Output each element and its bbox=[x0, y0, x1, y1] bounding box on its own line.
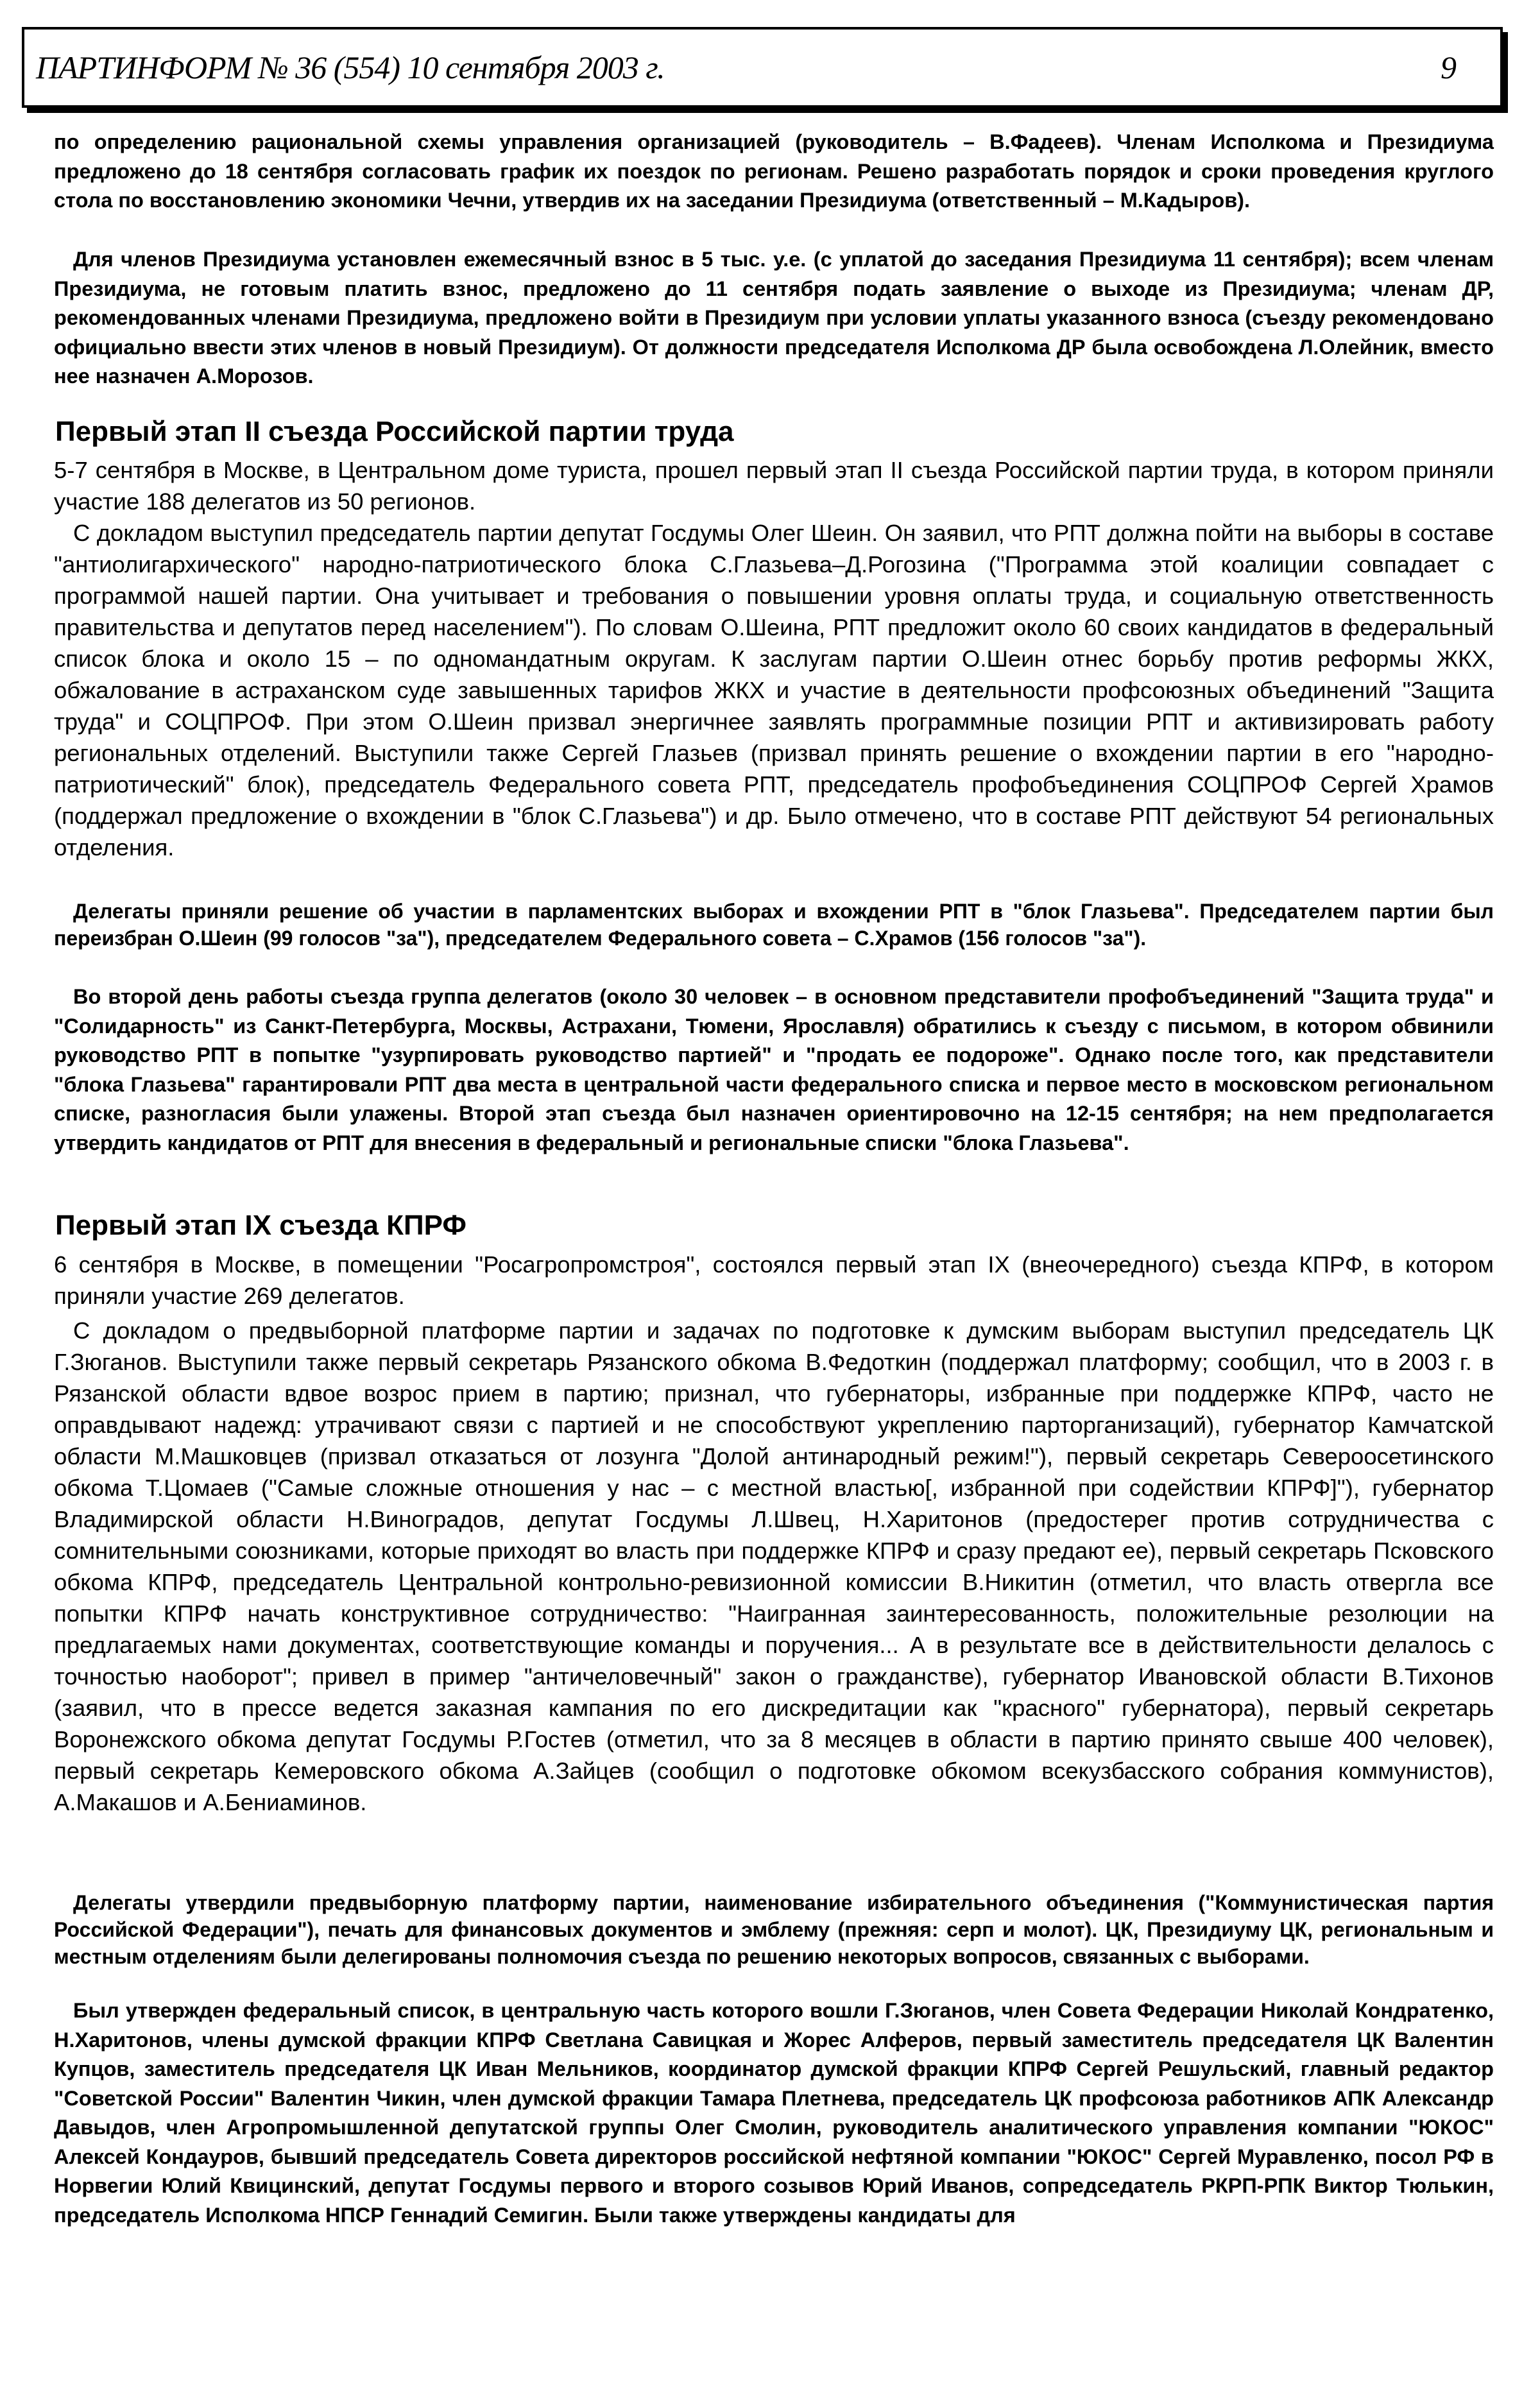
article-heading-rpt: Первый этап II съезда Российской партии труда bbox=[55, 416, 734, 447]
page-header bbox=[22, 27, 1503, 108]
article-heading-kprf: Первый этап IX съезда КПРФ bbox=[55, 1210, 466, 1241]
article-paragraph: С докладом о предвыборной платформе партии и задачах по подготовке к думским выборам выступил председатель ЦК Г.Зюганов. Выступили также первый секретарь Рязанского обкома В.Федоткин (поддержал платформу; сообщил, что в 2003 г. в Рязанской области вдвое возрос прием в партию; признал, что губернаторы, избранные при поддержке КПРФ, часто не оправдывают надежд: утрачивают связи с партией и не способствуют укреплению парторганизаций), губернатор Камчатской области М.Машковцев (призвал отказаться от лозунга "Долой антинародный режим!"), первый секретарь Североосетинского обкома Т.Цомаев ("Самые сложные отношения у нас – с местной властью[, избранной при содействии КПРФ]"), губернатор Владимирской области Н.Виноградов, депутат Госдумы Л.Швец, Н.Харитонов (предостерег против сотрудничества с сомнительными союзниками, которые приходят во власть при поддержке КПРФ и сразу предают ее), первый секретарь Псковского обкома КПРФ, председатель Центральной контрольно-ревизионной комиссии В.Никитин (отметил, что власть отвергла все попытки КПРФ начать конструктивное сотрудничество: "Наигранная заинтересованность, положительные резолюции на предлагаемых нами документах, соответствующие команды и поручения... А в результате все в действительности делалось с точностью наоборот"; привел в пример "античеловечный" закон о гражданстве), губернатор Ивановской области В.Тихонов (заявил, что в прессе ведется заказная кампания по его дискредитации как "красного" губернатора), первый секретарь Воронежского обкома депутат Госдумы Р.Гостев (отметил, что за 8 месяцев в области в партию принято свыше 400 человек), первый секретарь Кемеровского обкома А.Зайцев (сообщил о подготовке обкомом всекузбасского собрания коммунистов), А.Макашов и А.Бениаминов. bbox=[54, 1317, 1494, 1815]
publication-title: ПАРТИНФОРМ № 36 (554) 10 сентября 2003 г. bbox=[36, 49, 665, 85]
article-paragraph-bold: Был утвержден федеральный список, в центральную часть которого вошли Г.Зюганов, член Совета Федерации Николай Кондратенко, Н.Харитонов, члены думской фракции КПРФ Светлана Савицкая и Жорес Алферов, первый заместитель председателя ЦК Валентин Купцов, заместитель председателя ЦК Иван Мельников, координатор думской фракции КПРФ Сергей Решульский, главный редактор "Советской России" Валентин Чикин, член думской фракции Тамара Плетнева, председатель ЦК профсоюза работников АПК Александр Давыдов, член Агропромышленной депутатской группы Олег Смолин, руководитель аналитического управления компании "ЮКОС" Алексей Кондауров, бывший председатель Совета директоров российской нефтяной компании "ЮКОС" Сергей Муравленко, посол РФ в Норвегии Юлий Квицинский, депутат Госдумы первого и второго созывов Юрий Иванов, сопредседатель РКРП-РПК Виктор Тюлькин, председатель Исполкома НПСР Геннадий Семигин. Были также утверждены кандидаты для bbox=[54, 1999, 1494, 2227]
article-paragraph: 5-7 сентября в Москве, в Центральном доме туриста, прошел первый этап II съезда Российской партии труда, в котором приняли участие 188 делегатов из 50 регионов. bbox=[54, 457, 1494, 515]
article-paragraph-bold: Делегаты утвердили предвыборную платформу партии, наименование избирательного объединения ("Коммунистическая партия Российской Федерации"), печать для финансовых документов и эмблему (прежняя: серп и молот). ЦК, Президиуму ЦК, региональным и местным отделениям были делегированы полномочия съезда по решению некоторых вопросов, связанных с выборами. bbox=[54, 1891, 1494, 1968]
article-paragraph-bold: Во второй день работы съезда группа делегатов (около 30 человек – в основном представители профобъединений "Защита труда" и "Солидарность" из Санкт-Петербурга, Москвы, Астрахани, Тюмени, Ярославля) обратились к съезду с письмом, в котором обвинили руководство РПТ в попытке "узурпировать руководство партией" и "продать ее подороже". Однако после того, как представители "блока Глазьева" гарантировали РПТ два места в центральной части федерального списка и первое место в московском региональном списке, разногласия были улажены. Второй этап съезда был назначен ориентировочно на 12-15 сентября; на нем предполагается утвердить кандидатов от РПТ для внесения в федеральный и региональные списки "блока Глазьева". bbox=[54, 985, 1494, 1154]
page-number: 9 bbox=[1441, 49, 1457, 85]
article-paragraph: 6 сентября в Москве, в помещении "Росагропромстроя", состоялся первый этап IX (внеочередного) съезда КПРФ, в котором приняли участие 269 делегатов. bbox=[54, 1251, 1494, 1309]
intro-paragraph-1: по определению рациональной схемы управления организацией (руководитель – В.Фадеев). Членам Исполкома и Президиума предложено до 18 сентября согласовать график их поездок по регионам. Решено разработать порядок и сроки проведения круглого стола по восстановлению экономики Чечни, утвердив их на заседании Президиума (ответственный – М.Кадыров). bbox=[54, 130, 1494, 212]
article-paragraph: С докладом выступил председатель партии депутат Госдумы Олег Шеин. Он заявил, что РПТ должна пойти на выборы в составе "антиолигархического" народно-патриотического блока С.Глазьева–Д.Рогозина ("Программа этой коалиции совпадает с программой нашей партии. Она учитывает и требования о повышении уровня оплаты труда, и социальную ответственность правительства и депутатов перед населением"). По словам О.Шеина, РПТ предложит около 60 своих кандидатов в федеральный список блока и около 15 – по одномандатным округам. К заслугам партии О.Шеин отнес борьбу против реформы ЖКХ, обжалование в астраханском суде завышенных тарифов ЖКХ и участие в деятельности профсоюзных объединений "Защита труда" и СОЦПРОФ. При этом О.Шеин призвал энергичнее заявлять программные позиции РПТ и активизировать работу региональных отделений. Выступили также Сергей Глазьев (призвал принять решение о вхождении партии в его "народно-патриотический" блок), председатель Федерального совета РПТ, председатель профобъединения СОЦПРОФ Сергей Храмов (поддержал предложение о вхождении в "блок С.Глазьева") и др. Было отмечено, что в составе РПТ действуют 54 региональных отделения. bbox=[54, 520, 1494, 861]
article-paragraph-bold: Делегаты приняли решение об участии в парламентских выборах и вхождении РПТ в "блок Глазьева". Председателем партии был переизбран О.Шеин (99 голосов "за"), председателем Федерального совета – С.Храмов (156 голосов "за"). bbox=[54, 900, 1494, 950]
intro-paragraph-2: Для членов Президиума установлен ежемесячный взнос в 5 тыс. у.е. (с уплатой до заседания Президиума 11 сентября); всем членам Президиума, не готовым платить взнос, предложено до 11 сентября подать заявление о выходе из Президиума; членам ДР, рекомендованных членами Президиума, предложено войти в Президиум при условии уплаты указанного взноса (съезду рекомендовано официально ввести этих членов в новый Президиум). От должности председателя Исполкома ДР была освобождена Л.Олейник, вместо нее назначен А.Морозов. bbox=[54, 248, 1494, 388]
